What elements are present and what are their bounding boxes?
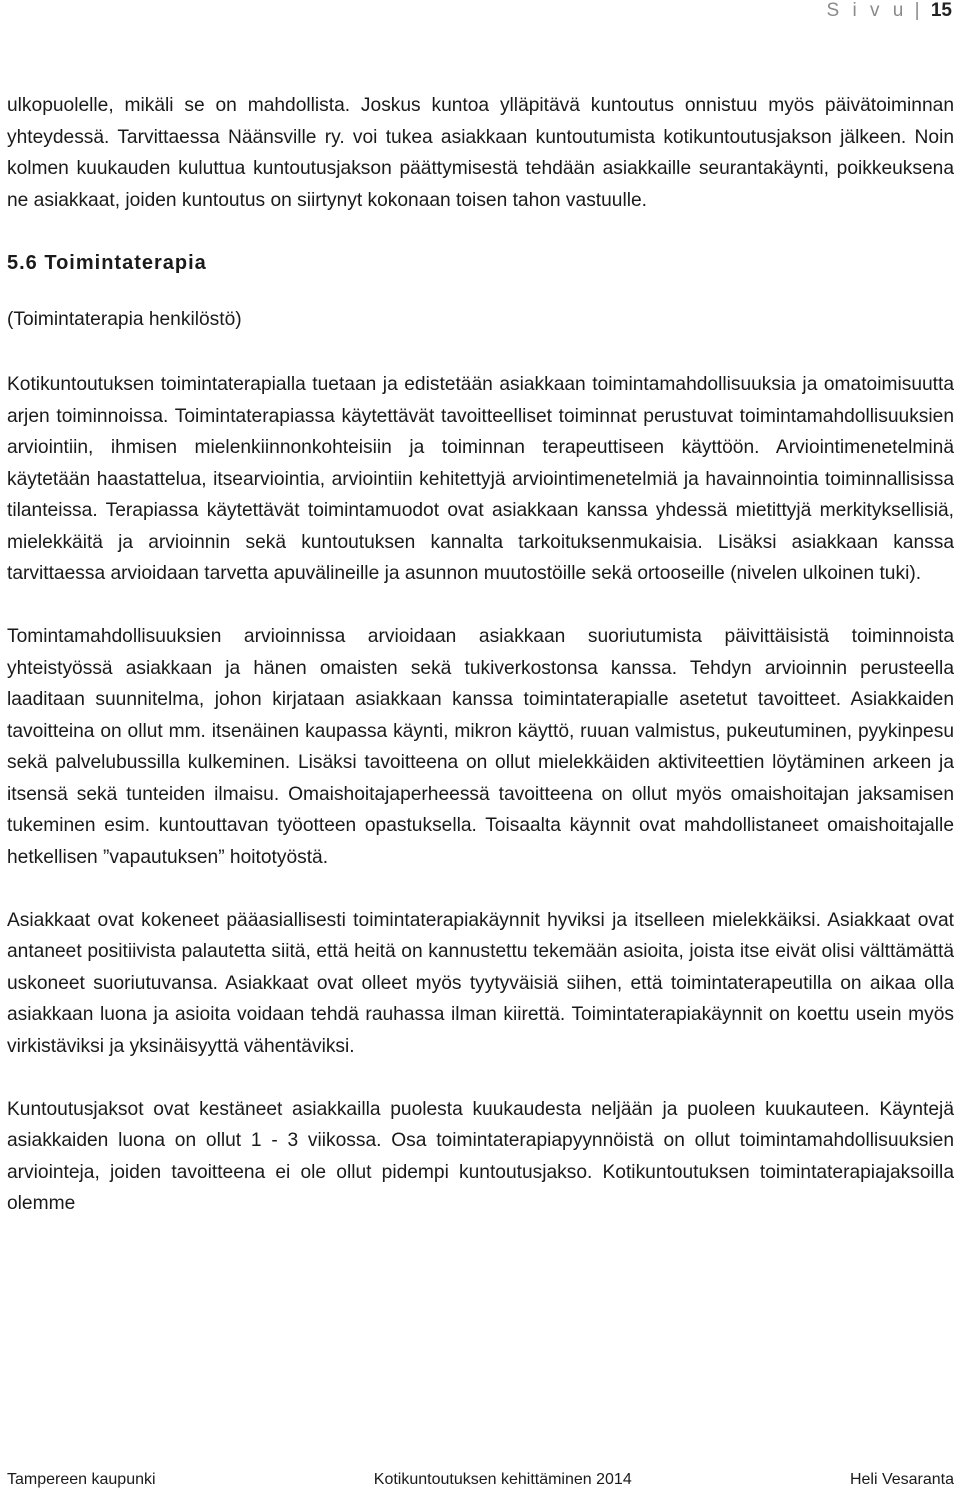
page-label: S i v u: [826, 0, 908, 21]
footer-document-title: Kotikuntoutuksen kehittäminen 2014: [373, 1471, 632, 1488]
paragraph-1: ulkopuolelle, mikäli se on mahdollista. Joskus kuntoa ylläpitävä kuntoutus onnistuu myös päivätoiminnan yhteydessä. Tarvittaessa Näänsville ry. voi tukea asiakkaan kuntoutumista kotikuntoutusjakson jälkeen. Noin kolmen kuukauden kuluttua kuntoutusjakson päättymisestä tehdään asiakkaille seurantakäynti, poikkeuksena ne asiakkaat, joiden kuntoutus on siirtynyt kokonaan toisen tahon vastuulle.: [7, 95, 954, 211]
paragraph-3: Tomintamahdollisuuksien arvioinnissa arvioidaan asiakkaan suoriutumista päivittäisistä toiminnoista yhteistyössä asiakkaan ja hänen omaisten sekä tukiverkostonsa kanssa. Tehdyn arvioinnin perusteella laaditaan suunnitelma, johon kirjataan asiakkaan kanssa toimintaterapialle asetetut tavoitteet. Asiakkaiden tavoitteina on ollut mm. itsenäinen kaupassa käynti, mikron käyttö, ruuan valmistus, pukeutuminen, pyykinpesu sekä palvelubussilla kulkeminen. Lisäksi tavoitteena on ollut mielekkäiden aktiviteettien löytäminen arkeen ja itsensä sekä tunteiden ilmaisu. Omaishoitajaperheessä tavoitteena on ollut myös omaishoitajan jaksamisen tukeminen esim. kuntouttavan työotteen opastuksella. Toisaalta käynnit ovat mahdollistaneet omaishoitajalle hetkellisen ”vapautuksen” hoitotyöstä.: [7, 626, 954, 868]
footer-author: Heli Vesaranta: [849, 1471, 954, 1488]
section-note: (Toimintaterapia henkilöstö): [7, 308, 242, 330]
page-footer: [7, 1470, 954, 1490]
page-separator: |: [914, 0, 920, 21]
paragraph-5: Kuntoutusjaksot ovat kestäneet asiakkailla puolesta kuukaudesta neljään ja puoleen kuukauteen. Käyntejä asiakkaiden luona on ollut 1 - 3 viikossa. Osa toimintaterapiapyynnöistä on ollut toimintamahdollisuuksien arviointeja, joiden tavoitteena ei ole ollut pidempi kuntoutusjakso. Kotikuntoutuksen toimintaterapiajaksoilla olemme: [7, 1098, 954, 1214]
page-header: [827, 0, 952, 22]
document-body: [7, 90, 954, 1220]
paragraph-2: Kotikuntoutuksen toimintaterapialla tuetaan ja edistetään asiakkaan toimintamahdollisuuksia ja omatoimisuutta arjen toiminnoissa. Toimintaterapiassa käytettävät tavoitteelliset toiminnat perustuvat toimintamahdollisuuksien arviointiin, ihmisen mielenkiinnonkohteisiin ja toiminnan terapeuttiseen käyttöön. Arviointimenetelminä käytetään haastattelua, itsearviointia, arviointiin kehitettyjä arviointimenetelmiä ja havainnointia toiminnallisissa tilanteissa. Terapiassa käytettävät toimintamuodot ovat asiakkaan kanssa yhdessä mietittyjä merkityksellisiä, mielekkäitä ja arvioinnin sekä kuntoutuksen kannalta tarkoituksenmukaisia. Lisäksi asiakkaan kanssa tarvittaessa arvioidaan tarvetta apuvälineille ja asunnon muutostöille sekä ortooseille (nivelen ulkoinen tuki).: [7, 374, 954, 584]
paragraph-4: Asiakkaat ovat kokeneet pääasiallisesti toimintaterapiakäynnit hyviksi ja itselleen mielekkäiksi. Asiakkaat ovat antaneet positiivista palautetta siitä, että heitä on kannustettu tekemään asioita, joista itse eivät olisi välttämättä uskoneet suoriutuvansa. Asiakkaat ovat olleet myös tyytyväisiä siihen, että toimintaterapeutilla on aikaa olla asiakkaan luona ja asioita voidaan tehdä rauhassa ilman kiirettä. Toimintaterapiakäynnit on koettu usein myös virkistäviksi ja yksinäisyyttä vähentäviksi.: [7, 909, 954, 1057]
section-heading: 5.6 Toimintaterapia: [7, 251, 207, 274]
page-number: 15: [930, 0, 952, 21]
footer-organization: Tampereen kaupunki: [7, 1471, 156, 1488]
